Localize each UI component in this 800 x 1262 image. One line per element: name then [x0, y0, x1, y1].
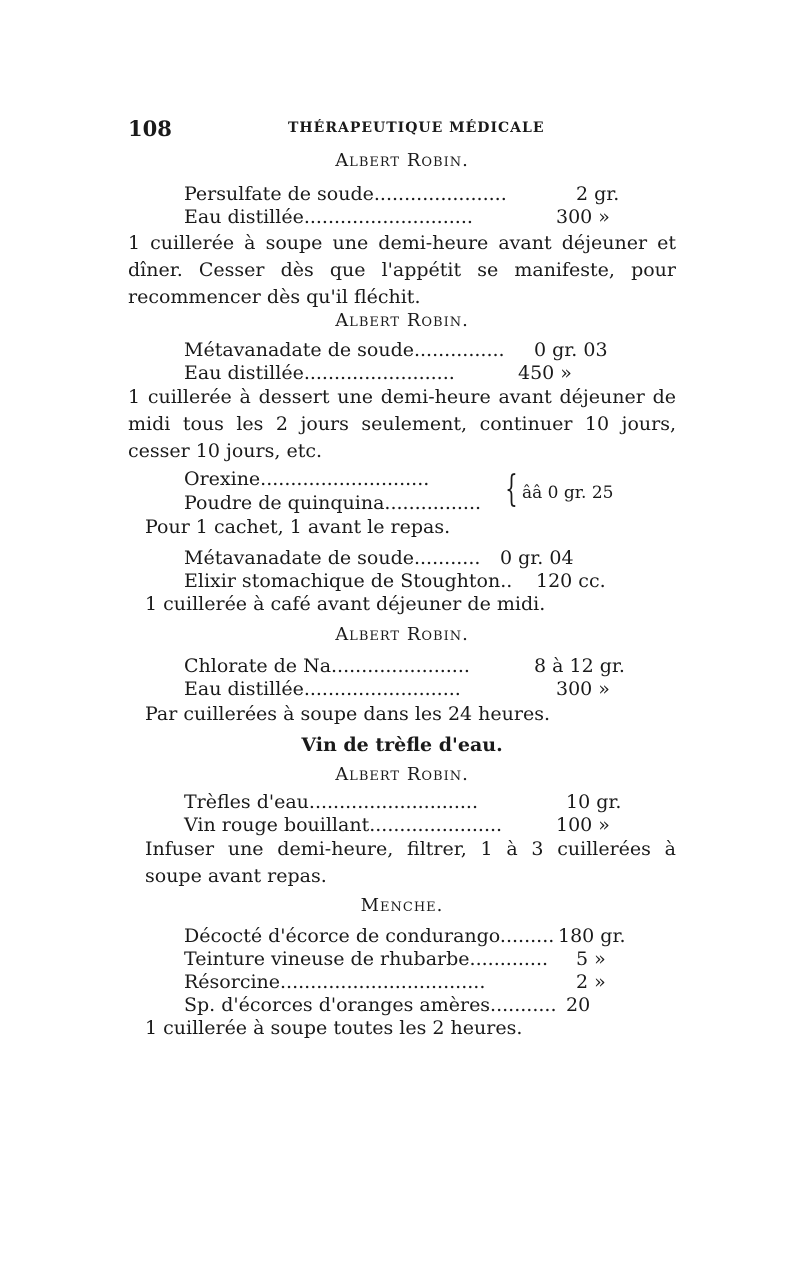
ingredient-row	[184, 947, 630, 971]
grouping-brace: {	[505, 469, 518, 510]
page-header	[128, 116, 676, 140]
ingredient-name: Eau distillée............................	[184, 206, 473, 228]
instruction-note: Par cuillerées à soupe dans les 24 heures.	[145, 703, 551, 725]
ingredient-name: Poudre de quinquina................	[184, 492, 482, 514]
author-heading: Albert Robin.	[335, 624, 469, 645]
ingredient-name: Résorcine..................................	[184, 971, 486, 993]
author-heading: Albert Robin.	[335, 150, 469, 171]
ingredient-quantity: 180 gr.	[558, 925, 626, 947]
ingredient-row	[184, 924, 630, 948]
instruction-note: 1 cuillerée à soupe toutes les 2 heures.	[145, 1017, 523, 1039]
author-heading: Albert Robin.	[335, 764, 469, 785]
ingredient-row	[184, 205, 630, 229]
ingredient-name: Métavanadate de soude...........	[184, 547, 481, 569]
ingredient-row	[184, 677, 630, 701]
ingredient-name: Elixir stomachique de Stoughton..	[184, 570, 513, 592]
recipe-title: Vin de trèfle d'eau.	[301, 734, 503, 756]
ingredient-row	[184, 361, 630, 385]
ingredient-quantity: 300 »	[556, 678, 610, 700]
instruction-note: Infuser une demi-heure, filtrer, 1 à 3 cuillerées à soupe avant repas.	[145, 838, 676, 887]
running-title: THÉRAPEUTIQUE MÉDICALE	[288, 120, 545, 136]
ingredient-quantity: 120 cc.	[536, 570, 606, 592]
ingredient-quantity: 2 »	[576, 971, 606, 993]
ingredient-row	[184, 338, 630, 362]
author-heading: Albert Robin.	[335, 310, 469, 331]
ingredient-name: Teinture vineuse de rhubarbe.............	[184, 948, 549, 970]
ingredient-row	[184, 970, 630, 994]
ingredient-quantity: 300 »	[556, 206, 610, 228]
page-number: 108	[128, 116, 172, 141]
ingredient-quantity: 8 à 12 gr.	[534, 655, 625, 677]
ingredient-quantity: 0 gr. 03	[534, 339, 608, 361]
shared-quantity: ââ 0 gr. 25	[522, 483, 614, 503]
instruction-note: 1 cuillerée à café avant déjeuner de midi.	[145, 593, 546, 615]
ingredient-quantity: 450 »	[518, 362, 572, 384]
ingredient-name: Eau distillée.........................	[184, 362, 455, 384]
ingredient-row	[184, 993, 630, 1017]
ingredient-name: Chlorate de Na.......................	[184, 655, 470, 677]
ingredient-row	[184, 467, 504, 491]
ingredient-name: Eau distillée..........................	[184, 678, 461, 700]
author-heading: Menche.	[360, 895, 444, 916]
ingredient-quantity: 20	[566, 994, 591, 1016]
ingredient-row	[184, 813, 630, 837]
ingredient-name: Métavanadate de soude...............	[184, 339, 505, 361]
instruction-note: 1 cuillerée à soupe une demi-heure avant déjeuner et dîner. Cesser dès que l'appétit se manifeste, pour recommencer dès qu'il fléchit.	[128, 232, 676, 308]
ingredient-name: Sp. d'écorces d'oranges amères...........	[184, 994, 557, 1016]
ingredient-quantity: 10 gr.	[566, 791, 622, 813]
ingredient-quantity: 2 gr.	[576, 183, 620, 205]
ingredient-row	[184, 654, 630, 678]
ingredient-name: Trèfles d'eau............................	[184, 791, 479, 813]
ingredient-row	[184, 182, 630, 206]
instruction-note: 1 cuillerée à dessert une demi-heure avant déjeuner de midi tous les 2 jours seulement, continuer 10 jours, cesser 10 jours, etc.	[128, 386, 676, 462]
ingredient-quantity: 5 »	[576, 948, 606, 970]
ingredient-row	[184, 790, 630, 814]
ingredient-row	[184, 546, 630, 570]
instruction-note: Pour 1 cachet, 1 avant le repas.	[145, 516, 451, 538]
ingredient-name: Orexine............................	[184, 468, 430, 490]
ingredient-quantity: 100 »	[556, 814, 610, 836]
ingredient-name: Vin rouge bouillant......................	[184, 814, 503, 836]
ingredient-name: Persulfate de soude......................	[184, 183, 507, 205]
ingredient-row	[184, 569, 630, 593]
ingredient-quantity: 0 gr. 04	[500, 547, 574, 569]
ingredient-row	[184, 491, 504, 515]
ingredient-name: Décocté d'écorce de condurango.........	[184, 925, 555, 947]
